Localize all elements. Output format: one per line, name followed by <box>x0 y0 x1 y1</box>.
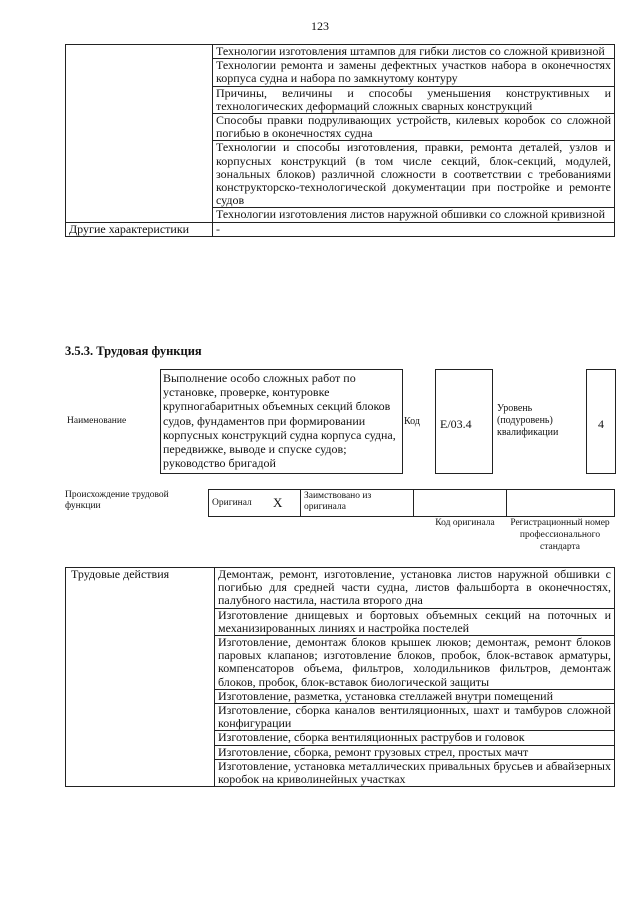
code-original-caption: Код оригинала <box>435 518 495 528</box>
table-cell: Изготовление, сборка, ремонт грузовых стрел, простых мачт <box>215 745 615 759</box>
table-cell: Изготовление, сборка вентиляционных раструбов и головок <box>215 731 615 745</box>
table-cell: Причины, величины и способы уменьшения конструктивных и технологических деформаций сложных сварных конструкций <box>213 86 615 113</box>
level-label: Уровень (подуровень) квалификации <box>497 403 559 438</box>
table-cell: Способы правки подруливающих устройств, килевых коробок со сложной погибью в оконечностях судна <box>213 114 615 141</box>
borrowed-label: Заимствовано из оригинала <box>301 490 414 516</box>
table-row <box>66 568 615 609</box>
origin-row <box>208 489 615 517</box>
table-cell: Изготовление, установка металлических привальных брусьев и абвайзерных коробок на криволинейных участках <box>215 759 615 786</box>
name-label: Наименование <box>67 416 127 426</box>
level-value-box: 4 <box>586 369 616 474</box>
table-cell: Изготовление, демонтаж блоков крышек люков; демонтаж, ремонт блоков паровых клапанов; изготовление блоков, пробок, блок-вставок арматуры, компенсаторов объема, фильтров, холодильников фильтров, демонтаж блоков, пробок, блок-вставок биологической защиты <box>215 636 615 690</box>
original-code-cell <box>414 490 507 516</box>
other-characteristics-value: - <box>213 222 615 236</box>
section-heading: 3.5.3. Трудовая функция <box>65 344 202 358</box>
function-name-box: Выполнение особо сложных работ по установке, проверке, контуровке крупногабаритных объемных секций блоков судов, фундаментов при формировании корпусных конструкций судна корпуса судна, передвижке, выводе и спуске судов; руководство бригадой <box>160 369 403 474</box>
other-characteristics-label: Другие характеристики <box>66 222 213 236</box>
registration-number-caption: Регистрационный номер профессионального стандарта <box>510 518 610 552</box>
original-label: Оригинал <box>212 498 252 508</box>
origin-label: Происхождение трудовой функции <box>65 490 169 511</box>
original-mark: X <box>273 495 283 510</box>
table-cell-empty <box>66 45 213 223</box>
table-cell: Технологии изготовления листов наружной обшивки со сложной кривизной <box>213 208 615 222</box>
labor-actions-table <box>65 567 615 787</box>
table-cell: Технологии ремонта и замены дефектных участков набора в оконечностях корпуса судна и набора по замкнутому контуру <box>213 59 615 86</box>
code-label: Код <box>404 416 420 427</box>
table-cell: Изготовление днищевых и бортовых объемных секций на поточных и механизированных линиях и настройка постелей <box>215 608 615 635</box>
table-cell: Изготовление, сборка каналов вентиляционных, шахт и тамбуров сложной конфигурации <box>215 704 615 731</box>
code-value-box: E/03.4 <box>435 369 493 474</box>
table-cell: Демонтаж, ремонт, изготовление, установка листов наружной обшивки с погибью для средней части судна, листов фальшборта в оконечностях, палубного настила, настила второго дна <box>215 568 615 609</box>
table-row <box>66 45 615 59</box>
knowledge-table <box>65 44 615 237</box>
table-cell: Изготовление, разметка, установка стеллажей внутри помещений <box>215 689 615 703</box>
table-cell: Технологии изготовления штампов для гибки листов со сложной кривизной <box>213 45 615 59</box>
original-cell <box>209 490 301 516</box>
table-cell: Технологии и способы изготовления, правки, ремонта деталей, узлов и корпусных конструкций (в том числе секций, блок-секций, модулей, зональных блоков) различной сложности в соответствии с требованиями конструкторско-технологической документации при постройке и ремонте судов <box>213 141 615 208</box>
table-row <box>66 222 615 236</box>
labor-actions-label: Трудовые действия <box>66 568 215 787</box>
page-number: 123 <box>311 19 329 33</box>
